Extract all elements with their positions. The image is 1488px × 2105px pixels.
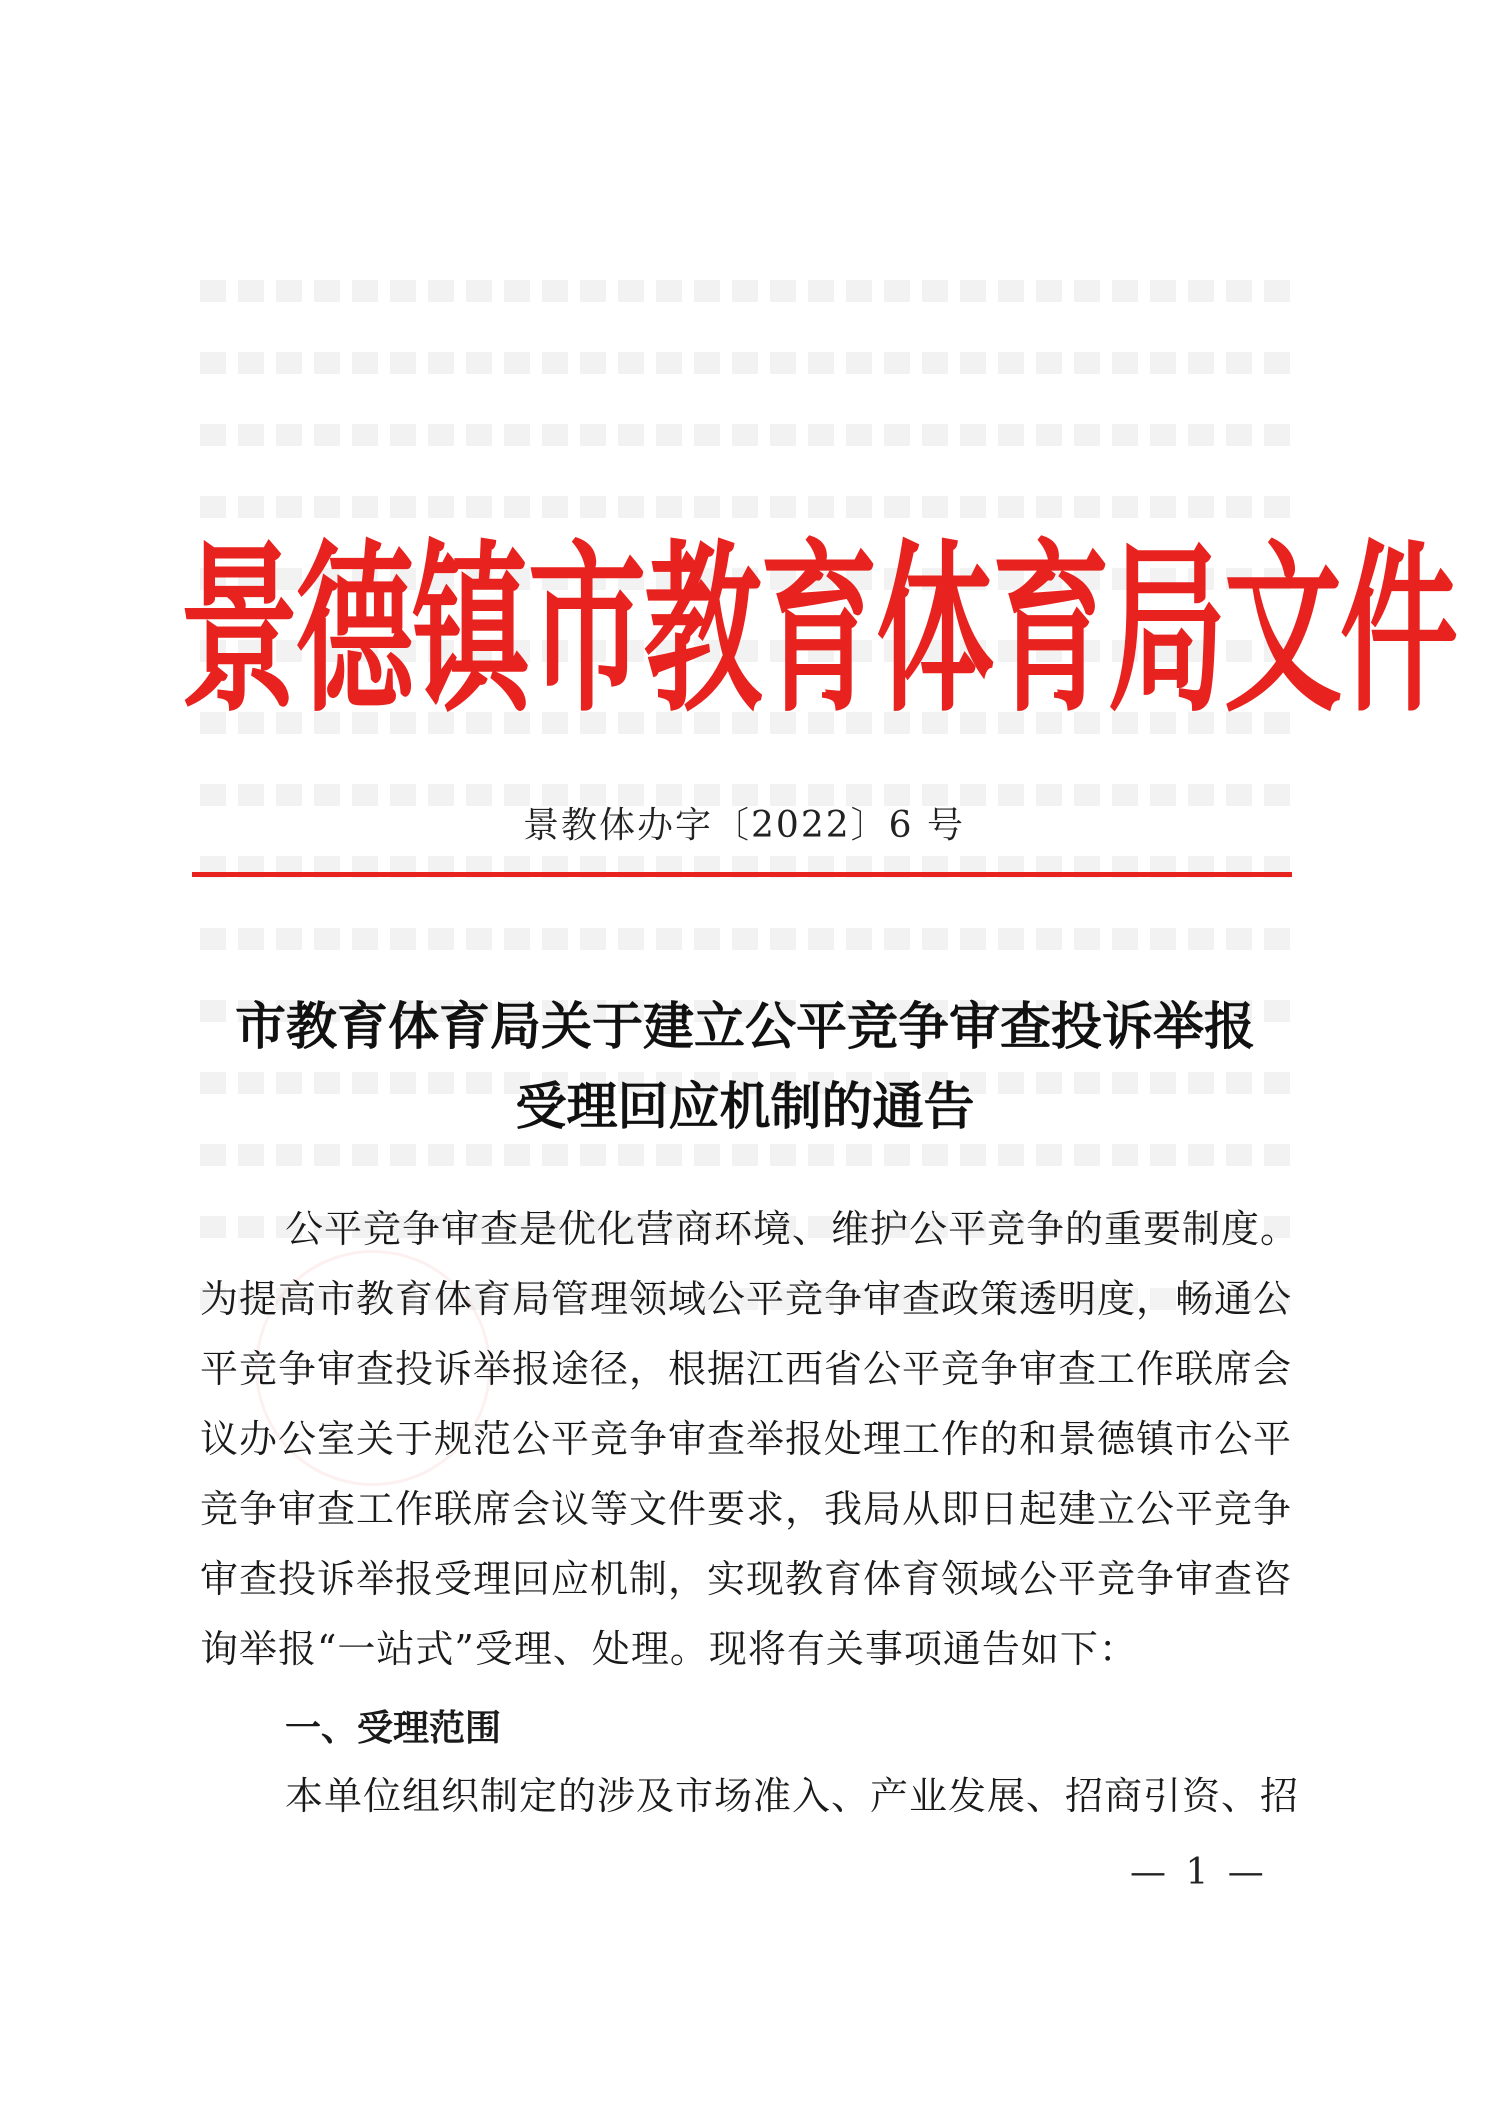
red-divider-line — [192, 872, 1292, 877]
body-paragraph-line: 审查投诉举报受理回应机制，实现教育体育领域公平竞争审查咨 — [200, 1557, 1293, 1601]
document-title-line-2: 受理回应机制的通告 — [515, 1077, 975, 1137]
document-title-line-1: 市教育体育局关于建立公平竞争审查投诉举报 — [234, 997, 1255, 1057]
document-number: 景教体办字〔2022〕6 号 — [523, 805, 965, 846]
section-paragraph-line: 本单位组织制定的涉及市场准入、产业发展、招商引资、招 — [285, 1774, 1300, 1818]
body-paragraph-line: 询举报“一站式”受理、处理。现将有关事项通告如下： — [200, 1627, 1138, 1671]
document-masthead: 景德镇市教育体育局文件 — [180, 523, 1457, 737]
body-paragraph-line: 平竞争审查投诉举报途径，根据江西省公平竞争审查工作联席会 — [200, 1347, 1293, 1391]
section-heading: 一、受理范围 — [285, 1708, 502, 1749]
page-number: — 1 — — [1130, 1852, 1268, 1893]
body-paragraph-line: 公平竞争审查是优化营商环境、维护公平竞争的重要制度。 — [285, 1207, 1300, 1251]
body-paragraph-line: 竞争审查工作联席会议等文件要求，我局从即日起建立公平竞争 — [200, 1487, 1293, 1531]
body-paragraph-line: 为提高市教育体育局管理领域公平竞争审查政策透明度，畅通公 — [200, 1277, 1293, 1321]
body-paragraph-line: 议办公室关于规范公平竞争审查举报处理工作的和景德镇市公平 — [200, 1417, 1293, 1461]
